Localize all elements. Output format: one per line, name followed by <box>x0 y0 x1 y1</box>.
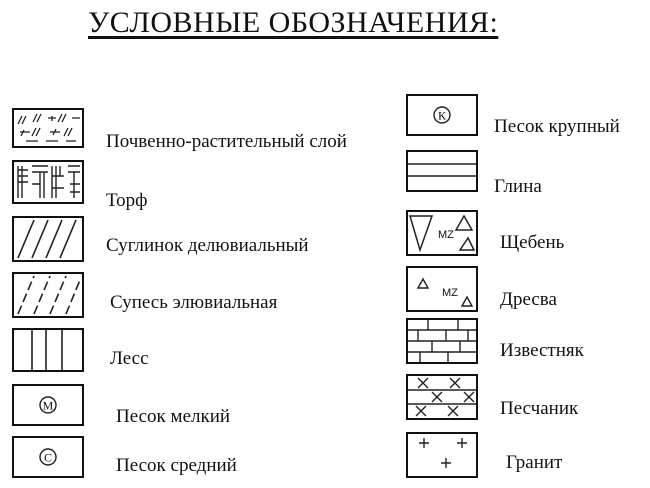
legend-label-rubble: Щебень <box>500 232 565 253</box>
sandstone-pattern-swatch <box>406 374 478 420</box>
legend-label-granite: Гранит <box>506 452 563 473</box>
legend-label-sandstone: Песчаник <box>500 398 579 419</box>
sandy-loam-pattern-swatch <box>12 272 84 318</box>
legend-label-soil: Почвенно-растительный слой <box>106 131 347 152</box>
loess-pattern-swatch <box>12 328 84 372</box>
legend-label-sandy-loam: Супесь элювиальная <box>110 292 278 313</box>
granite-pattern-swatch <box>406 432 478 478</box>
legend-label-sand-medium: Песок средний <box>116 455 237 476</box>
legend-label-sand-fine: Песок мелкий <box>116 406 231 427</box>
legend-label-loam: Суглинок делювиальный <box>106 235 309 256</box>
rubble-pattern-swatch <box>406 210 478 256</box>
sand-medium-pattern-swatch <box>12 436 84 478</box>
sand-fine-pattern-swatch <box>12 384 84 426</box>
sand-coarse-symbol: К <box>437 108 447 123</box>
legend-label-limestone: Известняк <box>500 340 584 361</box>
soil-pattern-swatch <box>12 108 84 148</box>
sand-coarse-pattern-swatch <box>406 94 478 136</box>
peat-pattern-swatch <box>12 160 84 204</box>
limestone-pattern-swatch <box>406 318 478 364</box>
grus-symbol: MZ <box>442 287 458 299</box>
sand-fine-symbol: М <box>42 398 54 413</box>
sand-medium-symbol: С <box>43 450 53 465</box>
grus-pattern-swatch <box>406 266 478 312</box>
clay-pattern-swatch <box>406 150 478 192</box>
legend-label-peat: Торф <box>106 190 148 211</box>
loam-pattern-swatch <box>12 216 84 262</box>
legend-label-grus: Дресва <box>500 289 557 310</box>
legend-label-clay: Глина <box>494 176 542 197</box>
rubble-symbol: MZ <box>438 229 454 241</box>
legend-label-loess: Лесс <box>110 348 149 369</box>
page-title: УСЛОВНЫЕ ОБОЗНАЧЕНИЯ: <box>88 6 499 39</box>
legend-label-sand-coarse: Песок крупный <box>494 116 620 137</box>
